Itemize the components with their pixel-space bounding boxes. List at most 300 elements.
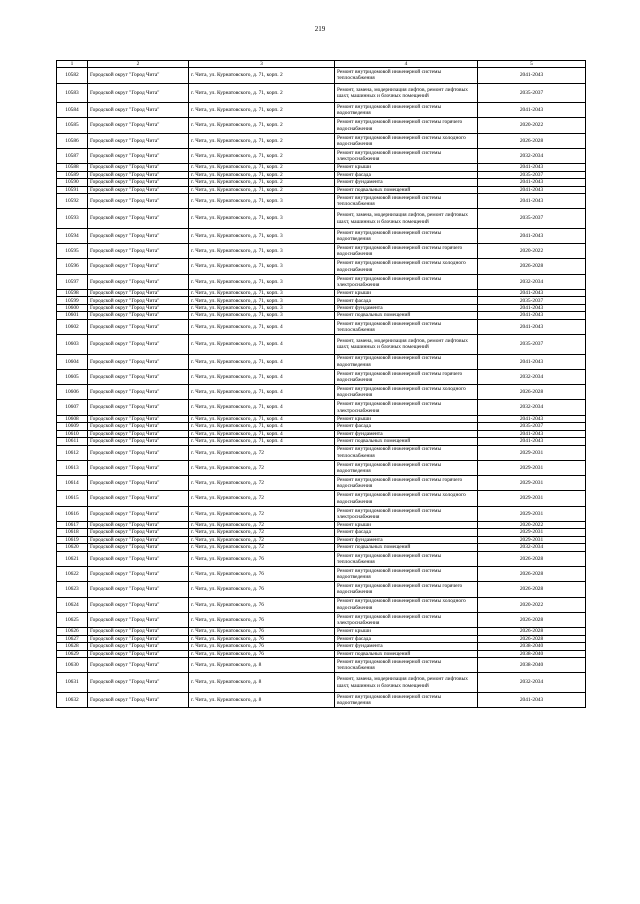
row-number: 10608 bbox=[57, 415, 88, 422]
row-number: 10632 bbox=[57, 692, 88, 707]
row-number: 10588 bbox=[57, 164, 88, 171]
table-row bbox=[57, 536, 586, 543]
municipality-cell: Городской округ "Город Чита" bbox=[88, 438, 189, 445]
row-number: 10600 bbox=[57, 304, 88, 311]
municipality-cell: Городской округ "Город Чита" bbox=[88, 529, 189, 536]
table-row bbox=[57, 612, 586, 627]
work-type-cell: Ремонт внутридомовой инженерной системы холодного водоснабжения bbox=[335, 385, 478, 400]
period-cell: 2035-2037 bbox=[478, 335, 586, 355]
work-type-cell: Ремонт подвальных помещений bbox=[335, 186, 478, 193]
address-cell: г. Чита, ул. Курнатовского, д. 71, корп. 3 bbox=[189, 304, 335, 311]
table-row bbox=[57, 597, 586, 612]
municipality-cell: Городской округ "Город Чита" bbox=[88, 650, 189, 657]
address-cell: г. Чита, ул. Курнатовского, д. 71, корп. 3 bbox=[189, 209, 335, 229]
work-type-cell: Ремонт внутридомовой инженерной системы водоотведения bbox=[335, 228, 478, 243]
row-number: 10627 bbox=[57, 635, 88, 642]
address-cell: г. Чита, ул. Курнатовского, д. 76 bbox=[189, 635, 335, 642]
period-cell: 2029-2031 bbox=[478, 506, 586, 521]
table-row bbox=[57, 335, 586, 355]
work-type-cell: Ремонт фундамента bbox=[335, 179, 478, 186]
work-type-cell: Ремонт, замена, модернизация лифтов, ремонт лифтовых шахт, машинных и блочных помещений bbox=[335, 673, 478, 693]
work-type-cell: Ремонт внутридомовой инженерной системы водоотведения bbox=[335, 354, 478, 369]
row-number: 10611 bbox=[57, 438, 88, 445]
work-type-cell: Ремонт подвальных помещений bbox=[335, 312, 478, 319]
table-row bbox=[57, 385, 586, 400]
row-number: 10624 bbox=[57, 597, 88, 612]
period-cell: 2026-2028 bbox=[478, 551, 586, 566]
period-cell: 2035-2037 bbox=[478, 297, 586, 304]
address-cell: г. Чита, ул. Курнатовского, д. 71, корп. 4 bbox=[189, 385, 335, 400]
work-type-cell: Ремонт внутридомовой инженерной системы холодного водоснабжения bbox=[335, 133, 478, 148]
address-cell: г. Чита, ул. Курнатовского, д. 71, корп. 3 bbox=[189, 290, 335, 297]
address-cell: г. Чита, ул. Курнатовского, д. 71, корп. 3 bbox=[189, 312, 335, 319]
period-cell: 2035-2037 bbox=[478, 423, 586, 430]
table-row bbox=[57, 354, 586, 369]
table-row bbox=[57, 83, 586, 103]
municipality-cell: Городской округ "Город Чита" bbox=[88, 445, 189, 460]
address-cell: г. Чита, ул. Курнатовского, д. 71, корп. 2 bbox=[189, 186, 335, 193]
row-number: 10585 bbox=[57, 118, 88, 133]
address-cell: г. Чита, ул. Курнатовского, д. 71, корп. 2 bbox=[189, 179, 335, 186]
column-number-row bbox=[57, 61, 586, 68]
table-row bbox=[57, 369, 586, 384]
row-number: 10610 bbox=[57, 430, 88, 437]
work-type-cell: Ремонт внутридомовой инженерной системы горячего водоснабжения bbox=[335, 244, 478, 259]
work-type-cell: Ремонт внутридомовой инженерной системы теплоснабжения bbox=[335, 551, 478, 566]
row-number: 10582 bbox=[57, 68, 88, 83]
period-cell: 2029-2031 bbox=[478, 445, 586, 460]
address-cell: г. Чита, ул. Курнатовского, д. 76 bbox=[189, 551, 335, 566]
row-number: 10591 bbox=[57, 186, 88, 193]
table-row bbox=[57, 194, 586, 209]
table-row bbox=[57, 133, 586, 148]
table-row bbox=[57, 544, 586, 551]
row-number: 10605 bbox=[57, 369, 88, 384]
table-row bbox=[57, 635, 586, 642]
municipality-cell: Городской округ "Город Чита" bbox=[88, 567, 189, 582]
row-number: 10621 bbox=[57, 551, 88, 566]
address-cell: г. Чита, ул. Курнатовского, д. 71, корп. 2 bbox=[189, 171, 335, 178]
municipality-cell: Городской округ "Город Чита" bbox=[88, 612, 189, 627]
period-cell: 2035-2037 bbox=[478, 83, 586, 103]
work-type-cell: Ремонт внутридомовой инженерной системы холодного водоснабжения bbox=[335, 259, 478, 274]
municipality-cell: Городской округ "Город Чита" bbox=[88, 83, 189, 103]
address-cell: г. Чита, ул. Курнатовского, д. 8 bbox=[189, 673, 335, 693]
table-row bbox=[57, 692, 586, 707]
column-number: 2 bbox=[88, 61, 189, 68]
municipality-cell: Городской округ "Город Чита" bbox=[88, 297, 189, 304]
municipality-cell: Городской округ "Город Чита" bbox=[88, 164, 189, 171]
work-type-cell: Ремонт подвальных помещений bbox=[335, 438, 478, 445]
address-cell: г. Чита, ул. Курнатовского, д. 71, корп. 4 bbox=[189, 430, 335, 437]
address-cell: г. Чита, ул. Курнатовского, д. 71, корп. 4 bbox=[189, 354, 335, 369]
period-cell: 2032-2034 bbox=[478, 369, 586, 384]
municipality-cell: Городской округ "Город Чита" bbox=[88, 460, 189, 475]
table-row bbox=[57, 164, 586, 171]
address-cell: г. Чита, ул. Курнатовского, д. 72 bbox=[189, 445, 335, 460]
address-cell: г. Чита, ул. Курнатовского, д. 71, корп. 3 bbox=[189, 194, 335, 209]
period-cell: 2026-2028 bbox=[478, 628, 586, 635]
municipality-cell: Городской округ "Город Чита" bbox=[88, 118, 189, 133]
municipality-cell: Городской округ "Город Чита" bbox=[88, 186, 189, 193]
period-cell: 2041-2043 bbox=[478, 304, 586, 311]
period-cell: 2026-2028 bbox=[478, 133, 586, 148]
period-cell: 2026-2028 bbox=[478, 612, 586, 627]
municipality-cell: Городской округ "Город Чита" bbox=[88, 228, 189, 243]
table-row bbox=[57, 400, 586, 415]
work-type-cell: Ремонт внутридомовой инженерной системы горячего водоснабжения bbox=[335, 476, 478, 491]
work-type-cell: Ремонт внутридомовой инженерной системы теплоснабжения bbox=[335, 68, 478, 83]
address-cell: г. Чита, ул. Курнатовского, д. 71, корп. 2 bbox=[189, 103, 335, 118]
row-number: 10584 bbox=[57, 103, 88, 118]
period-cell: 2026-2028 bbox=[478, 635, 586, 642]
table-row bbox=[57, 148, 586, 163]
period-cell: 2041-2043 bbox=[478, 290, 586, 297]
row-number: 10596 bbox=[57, 259, 88, 274]
period-cell: 2032-2034 bbox=[478, 274, 586, 289]
column-number: 4 bbox=[335, 61, 478, 68]
row-number: 10612 bbox=[57, 445, 88, 460]
row-number: 10586 bbox=[57, 133, 88, 148]
row-number: 10628 bbox=[57, 643, 88, 650]
municipality-cell: Городской округ "Город Чита" bbox=[88, 506, 189, 521]
address-cell: г. Чита, ул. Курнатовского, д. 8 bbox=[189, 692, 335, 707]
table-row bbox=[57, 228, 586, 243]
table-row bbox=[57, 179, 586, 186]
municipality-cell: Городской округ "Город Чита" bbox=[88, 415, 189, 422]
table-row bbox=[57, 171, 586, 178]
row-number: 10583 bbox=[57, 83, 88, 103]
row-number: 10613 bbox=[57, 460, 88, 475]
address-cell: г. Чита, ул. Курнатовского, д. 76 bbox=[189, 650, 335, 657]
municipality-cell: Городской округ "Город Чита" bbox=[88, 692, 189, 707]
period-cell: 2032-2034 bbox=[478, 400, 586, 415]
work-type-cell: Ремонт внутридомовой инженерной системы электроснабжения bbox=[335, 148, 478, 163]
work-type-cell: Ремонт фундамента bbox=[335, 430, 478, 437]
municipality-cell: Городской округ "Город Чита" bbox=[88, 171, 189, 178]
period-cell: 2035-2037 bbox=[478, 209, 586, 229]
row-number: 10615 bbox=[57, 491, 88, 506]
table-row bbox=[57, 297, 586, 304]
address-cell: г. Чита, ул. Курнатовского, д. 72 bbox=[189, 506, 335, 521]
municipality-cell: Городской округ "Город Чита" bbox=[88, 209, 189, 229]
address-cell: г. Чита, ул. Курнатовского, д. 71, корп. 3 bbox=[189, 228, 335, 243]
table-row bbox=[57, 244, 586, 259]
period-cell: 2020-2022 bbox=[478, 244, 586, 259]
period-cell: 2029-2031 bbox=[478, 529, 586, 536]
address-cell: г. Чита, ул. Курнатовского, д. 72 bbox=[189, 544, 335, 551]
municipality-cell: Городской округ "Город Чита" bbox=[88, 354, 189, 369]
period-cell: 2020-2022 bbox=[478, 597, 586, 612]
row-number: 10587 bbox=[57, 148, 88, 163]
table-row bbox=[57, 319, 586, 334]
address-cell: г. Чита, ул. Курнатовского, д. 71, корп. 2 bbox=[189, 68, 335, 83]
row-number: 10619 bbox=[57, 536, 88, 543]
work-type-cell: Ремонт внутридомовой инженерной системы электроснабжения bbox=[335, 506, 478, 521]
work-type-cell: Ремонт крыши bbox=[335, 415, 478, 422]
municipality-cell: Городской округ "Город Чита" bbox=[88, 628, 189, 635]
municipality-cell: Городской округ "Город Чита" bbox=[88, 194, 189, 209]
row-number: 10597 bbox=[57, 274, 88, 289]
address-cell: г. Чита, ул. Курнатовского, д. 76 bbox=[189, 597, 335, 612]
table-row bbox=[57, 582, 586, 597]
row-number: 10606 bbox=[57, 385, 88, 400]
municipality-cell: Городской округ "Город Чита" bbox=[88, 423, 189, 430]
address-cell: г. Чита, ул. Курнатовского, д. 71, корп. 4 bbox=[189, 335, 335, 355]
table-row bbox=[57, 506, 586, 521]
work-type-cell: Ремонт крыши bbox=[335, 164, 478, 171]
table-row bbox=[57, 551, 586, 566]
work-type-cell: Ремонт, замена, модернизация лифтов, ремонт лифтовых шахт, машинных и блочных помещений bbox=[335, 335, 478, 355]
address-cell: г. Чита, ул. Курнатовского, д. 71, корп. 3 bbox=[189, 297, 335, 304]
address-cell: г. Чита, ул. Курнатовского, д. 72 bbox=[189, 529, 335, 536]
work-type-cell: Ремонт внутридомовой инженерной системы теплоснабжения bbox=[335, 445, 478, 460]
table-row bbox=[57, 460, 586, 475]
row-number: 10589 bbox=[57, 171, 88, 178]
work-type-cell: Ремонт внутридомовой инженерной системы теплоснабжения bbox=[335, 319, 478, 334]
table-row bbox=[57, 186, 586, 193]
row-number: 10595 bbox=[57, 244, 88, 259]
municipality-cell: Городской округ "Город Чита" bbox=[88, 319, 189, 334]
work-type-cell: Ремонт внутридомовой инженерной системы водоотведения bbox=[335, 103, 478, 118]
row-number: 10599 bbox=[57, 297, 88, 304]
period-cell: 2038-2040 bbox=[478, 657, 586, 672]
address-cell: г. Чита, ул. Курнатовского, д. 71, корп. 2 bbox=[189, 148, 335, 163]
municipality-cell: Городской округ "Город Чита" bbox=[88, 536, 189, 543]
row-number: 10603 bbox=[57, 335, 88, 355]
address-cell: г. Чита, ул. Курнатовского, д. 71, корп. 3 bbox=[189, 244, 335, 259]
table-row bbox=[57, 673, 586, 693]
address-cell: г. Чита, ул. Курнатовского, д. 72 bbox=[189, 476, 335, 491]
work-type-cell: Ремонт внутридомовой инженерной системы теплоснабжения bbox=[335, 657, 478, 672]
address-cell: г. Чита, ул. Курнатовского, д. 76 bbox=[189, 643, 335, 650]
period-cell: 2026-2028 bbox=[478, 567, 586, 582]
municipality-cell: Городской округ "Город Чита" bbox=[88, 68, 189, 83]
work-type-cell: Ремонт подвальных помещений bbox=[335, 650, 478, 657]
table-row bbox=[57, 103, 586, 118]
address-cell: г. Чита, ул. Курнатовского, д. 8 bbox=[189, 657, 335, 672]
municipality-cell: Городской округ "Город Чита" bbox=[88, 673, 189, 693]
work-type-cell: Ремонт фасада bbox=[335, 529, 478, 536]
work-type-cell: Ремонт внутридомовой инженерной системы холодного водоснабжения bbox=[335, 597, 478, 612]
municipality-cell: Городской округ "Город Чита" bbox=[88, 643, 189, 650]
column-number: 3 bbox=[189, 61, 335, 68]
row-number: 10630 bbox=[57, 657, 88, 672]
row-number: 10631 bbox=[57, 673, 88, 693]
municipality-cell: Городской округ "Город Чита" bbox=[88, 274, 189, 289]
row-number: 10617 bbox=[57, 521, 88, 528]
address-cell: г. Чита, ул. Курнатовского, д. 71, корп. 4 bbox=[189, 319, 335, 334]
table-row bbox=[57, 290, 586, 297]
address-cell: г. Чита, ул. Курнатовского, д. 76 bbox=[189, 582, 335, 597]
table-row bbox=[57, 445, 586, 460]
period-cell: 2041-2043 bbox=[478, 354, 586, 369]
row-number: 10609 bbox=[57, 423, 88, 430]
table-row bbox=[57, 259, 586, 274]
address-cell: г. Чита, ул. Курнатовского, д. 71, корп. 2 bbox=[189, 83, 335, 103]
municipality-cell: Городской округ "Город Чита" bbox=[88, 491, 189, 506]
row-number: 10622 bbox=[57, 567, 88, 582]
municipality-cell: Городской округ "Город Чита" bbox=[88, 369, 189, 384]
municipality-cell: Городской округ "Город Чита" bbox=[88, 551, 189, 566]
address-cell: г. Чита, ул. Курнатовского, д. 71, корп. 4 bbox=[189, 415, 335, 422]
page-number: 219 bbox=[314, 25, 326, 33]
work-type-cell: Ремонт внутридомовой инженерной системы электроснабжения bbox=[335, 400, 478, 415]
table-row bbox=[57, 529, 586, 536]
work-type-cell: Ремонт фасада bbox=[335, 297, 478, 304]
row-number: 10604 bbox=[57, 354, 88, 369]
work-type-cell: Ремонт крыши bbox=[335, 290, 478, 297]
address-cell: г. Чита, ул. Курнатовского, д. 76 bbox=[189, 567, 335, 582]
table-row bbox=[57, 476, 586, 491]
period-cell: 2041-2043 bbox=[478, 179, 586, 186]
period-cell: 2041-2043 bbox=[478, 430, 586, 437]
address-cell: г. Чита, ул. Курнатовского, д. 71, корп. 4 bbox=[189, 369, 335, 384]
table-row bbox=[57, 304, 586, 311]
period-cell: 2041-2043 bbox=[478, 228, 586, 243]
work-type-cell: Ремонт крыши bbox=[335, 521, 478, 528]
row-number: 10620 bbox=[57, 544, 88, 551]
table-row bbox=[57, 521, 586, 528]
work-type-cell: Ремонт внутридомовой инженерной системы горячего водоснабжения bbox=[335, 582, 478, 597]
table-row bbox=[57, 423, 586, 430]
municipality-cell: Городской округ "Город Чита" bbox=[88, 597, 189, 612]
work-type-cell: Ремонт внутридомовой инженерной системы горячего водоснабжения bbox=[335, 369, 478, 384]
row-number: 10590 bbox=[57, 179, 88, 186]
municipality-cell: Городской округ "Город Чита" bbox=[88, 148, 189, 163]
work-type-cell: Ремонт крыши bbox=[335, 628, 478, 635]
work-type-cell: Ремонт фасада bbox=[335, 423, 478, 430]
row-number: 10601 bbox=[57, 312, 88, 319]
work-type-cell: Ремонт подвальных помещений bbox=[335, 544, 478, 551]
municipality-cell: Городской округ "Город Чита" bbox=[88, 290, 189, 297]
row-number: 10625 bbox=[57, 612, 88, 627]
period-cell: 2029-2031 bbox=[478, 536, 586, 543]
table-row bbox=[57, 430, 586, 437]
address-cell: г. Чита, ул. Курнатовского, д. 71, корп. 2 bbox=[189, 118, 335, 133]
period-cell: 2026-2028 bbox=[478, 385, 586, 400]
table-row bbox=[57, 415, 586, 422]
work-type-cell: Ремонт внутридомовой инженерной системы холодного водоснабжения bbox=[335, 491, 478, 506]
period-cell: 2038-2040 bbox=[478, 650, 586, 657]
address-cell: г. Чита, ул. Курнатовского, д. 72 bbox=[189, 491, 335, 506]
period-cell: 2020-2022 bbox=[478, 521, 586, 528]
address-cell: г. Чита, ул. Курнатовского, д. 72 bbox=[189, 460, 335, 475]
repair-schedule-table bbox=[56, 60, 586, 708]
table-row bbox=[57, 438, 586, 445]
work-type-cell: Ремонт фундамента bbox=[335, 304, 478, 311]
row-number: 10607 bbox=[57, 400, 88, 415]
period-cell: 2026-2028 bbox=[478, 259, 586, 274]
table-row bbox=[57, 209, 586, 229]
table-row bbox=[57, 491, 586, 506]
municipality-cell: Городской округ "Город Чита" bbox=[88, 179, 189, 186]
row-number: 10614 bbox=[57, 476, 88, 491]
column-number: 1 bbox=[57, 61, 88, 68]
row-number: 10616 bbox=[57, 506, 88, 521]
address-cell: г. Чита, ул. Курнатовского, д. 71, корп. 4 bbox=[189, 400, 335, 415]
municipality-cell: Городской округ "Город Чита" bbox=[88, 133, 189, 148]
work-type-cell: Ремонт фундамента bbox=[335, 643, 478, 650]
table-row bbox=[57, 274, 586, 289]
period-cell: 2032-2034 bbox=[478, 673, 586, 693]
period-cell: 2041-2043 bbox=[478, 103, 586, 118]
period-cell: 2041-2043 bbox=[478, 312, 586, 319]
column-number: 5 bbox=[478, 61, 586, 68]
municipality-cell: Городской округ "Город Чита" bbox=[88, 476, 189, 491]
address-cell: г. Чита, ул. Курнатовского, д. 76 bbox=[189, 612, 335, 627]
table-row bbox=[57, 657, 586, 672]
work-type-cell: Ремонт внутридомовой инженерной системы горячего водоснабжения bbox=[335, 118, 478, 133]
period-cell: 2029-2031 bbox=[478, 476, 586, 491]
municipality-cell: Городской округ "Город Чита" bbox=[88, 430, 189, 437]
row-number: 10626 bbox=[57, 628, 88, 635]
address-cell: г. Чита, ул. Курнатовского, д. 72 bbox=[189, 536, 335, 543]
table-row bbox=[57, 312, 586, 319]
municipality-cell: Городской округ "Город Чита" bbox=[88, 259, 189, 274]
work-type-cell: Ремонт, замена, модернизация лифтов, ремонт лифтовых шахт, машинных и блочных помещений bbox=[335, 83, 478, 103]
work-type-cell: Ремонт внутридомовой инженерной системы водоотведения bbox=[335, 567, 478, 582]
municipality-cell: Городской округ "Город Чита" bbox=[88, 304, 189, 311]
period-cell: 2029-2031 bbox=[478, 491, 586, 506]
period-cell: 2041-2043 bbox=[478, 438, 586, 445]
row-number: 10592 bbox=[57, 194, 88, 209]
municipality-cell: Городской округ "Город Чита" bbox=[88, 335, 189, 355]
period-cell: 2026-2028 bbox=[478, 582, 586, 597]
municipality-cell: Городской округ "Город Чита" bbox=[88, 521, 189, 528]
work-type-cell: Ремонт внутридомовой инженерной системы электроснабжения bbox=[335, 612, 478, 627]
municipality-cell: Городской округ "Город Чита" bbox=[88, 657, 189, 672]
period-cell: 2032-2034 bbox=[478, 544, 586, 551]
period-cell: 2035-2037 bbox=[478, 171, 586, 178]
period-cell: 2038-2040 bbox=[478, 643, 586, 650]
municipality-cell: Городской округ "Город Чита" bbox=[88, 635, 189, 642]
row-number: 10629 bbox=[57, 650, 88, 657]
address-cell: г. Чита, ул. Курнатовского, д. 76 bbox=[189, 628, 335, 635]
period-cell: 2041-2043 bbox=[478, 415, 586, 422]
municipality-cell: Городской округ "Город Чита" bbox=[88, 385, 189, 400]
period-cell: 2041-2043 bbox=[478, 68, 586, 83]
table-row bbox=[57, 643, 586, 650]
table-row bbox=[57, 628, 586, 635]
period-cell: 2029-2031 bbox=[478, 460, 586, 475]
work-type-cell: Ремонт фасада bbox=[335, 171, 478, 178]
row-number: 10594 bbox=[57, 228, 88, 243]
table-row bbox=[57, 567, 586, 582]
municipality-cell: Городской округ "Город Чита" bbox=[88, 544, 189, 551]
period-cell: 2041-2043 bbox=[478, 319, 586, 334]
municipality-cell: Городской округ "Город Чита" bbox=[88, 244, 189, 259]
row-number: 10618 bbox=[57, 529, 88, 536]
municipality-cell: Городской округ "Город Чита" bbox=[88, 582, 189, 597]
period-cell: 2041-2043 bbox=[478, 194, 586, 209]
table-row bbox=[57, 118, 586, 133]
table-row bbox=[57, 650, 586, 657]
work-type-cell: Ремонт внутридомовой инженерной системы водоотведения bbox=[335, 692, 478, 707]
row-number: 10623 bbox=[57, 582, 88, 597]
work-type-cell: Ремонт фасада bbox=[335, 635, 478, 642]
work-type-cell: Ремонт внутридомовой инженерной системы водоотведения bbox=[335, 460, 478, 475]
municipality-cell: Городской округ "Город Чита" bbox=[88, 400, 189, 415]
work-type-cell: Ремонт фундамента bbox=[335, 536, 478, 543]
work-type-cell: Ремонт внутридомовой инженерной системы теплоснабжения bbox=[335, 194, 478, 209]
period-cell: 2041-2043 bbox=[478, 186, 586, 193]
work-type-cell: Ремонт внутридомовой инженерной системы электроснабжения bbox=[335, 274, 478, 289]
table-row bbox=[57, 68, 586, 83]
address-cell: г. Чита, ул. Курнатовского, д. 71, корп. 2 bbox=[189, 164, 335, 171]
period-cell: 2041-2043 bbox=[478, 692, 586, 707]
period-cell: 2032-2034 bbox=[478, 148, 586, 163]
